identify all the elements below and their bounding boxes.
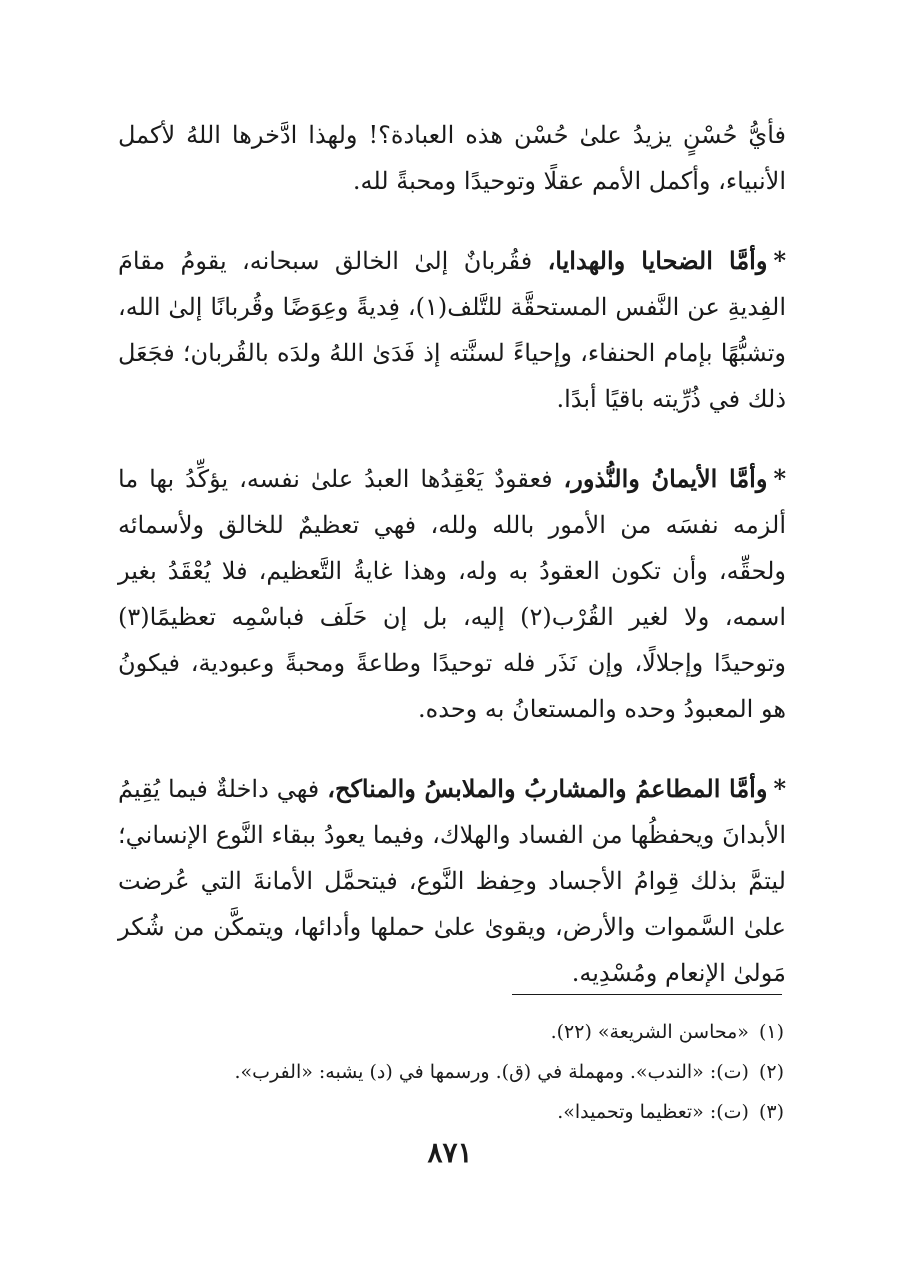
- paragraph-1: [118, 112, 786, 204]
- paragraph-text: فهي داخلةٌ فيما يُقِيمُ الأبدانَ ويحفظُها من الفساد والهلاك، وفيما يعودُ ببقاء النَّوع الإنساني؛ ليتمَّ بذلك قِوامُ الأجساد وحِفظ النَّوع، فيتحمَّل الأمانةَ التي عُرضت علىٰ السَّموات والأرض، ويقوىٰ علىٰ حملها وأدائها، ويتمكَّن من شُكر مَولىٰ الإنعام ومُسْدِيه.: [118, 775, 786, 987]
- paragraph-text: فعقودٌ يَعْقِدُها العبدُ علىٰ نفسه، يؤكِّدُ بها ما ألزمه نفسَه من الأمور بالله ولله، فهي تعظيمٌ للخالق ولأسمائه ولحقِّه، وأن تكون العقودُ به وله، وهذا غايةُ التَّعظيم، فلا يُعْقَدُ بغير اسمه، ولا لغير القُرْب(٢) إليه، بل إن حَلَف فباسْمِه تعظيمًا(٣) وتوحيدًا وإجلالًا، وإن نَذَر فله توحيدًا وطاعةً ومحبةً وعبودية، فيكونُ هو المعبودُ وحده والمستعانُ به وحده.: [118, 465, 787, 723]
- paragraph-text: فأيُّ حُسْنٍ يزيدُ علىٰ حُسْن هذه العبادة؟! ولهذا ادَّخرها اللهُ لأكمل الأنبياء، وأكمل الأمم عقلًا وتوحيدًا ومحبةً لله.: [118, 121, 786, 195]
- asterisk-marker: *: [773, 774, 786, 803]
- footnote-number: (٣): [758, 1101, 784, 1123]
- footnote-number: (٢): [758, 1061, 784, 1083]
- footnote-text: (ت): «الندب». ومهملة في (ق). ورسمها في (د) يشبه: «الفرب».: [234, 1061, 749, 1083]
- paragraph-lead: وأمَّا المطاعمُ والمشاربُ والملابسُ والمناكح،: [327, 774, 768, 803]
- asterisk-marker: *: [773, 246, 786, 275]
- footnote-number: (١): [758, 1021, 784, 1043]
- footnote-2: [118, 1052, 784, 1092]
- footnote-text: (ت): «تعظيما وتحميدا».: [557, 1101, 749, 1123]
- footnote-3: [118, 1092, 784, 1132]
- paragraph-3: [118, 456, 786, 732]
- paragraph-lead: وأمَّا الضحايا والهدايا،: [547, 246, 768, 275]
- footnotes: [118, 1012, 784, 1132]
- asterisk-marker: *: [773, 464, 786, 493]
- footnote-divider: [512, 994, 782, 995]
- paragraph-text: فقُربانٌ إلىٰ الخالق سبحانه، يقومُ مقامَ الفِديةِ عن النَّفس المستحقَّة للتَّلف(١)، فِديةً وعِوَضًا وقُربانًا إلىٰ الله، وتشبُّهًا بإمام الحنفاء، وإحياءً لسنَّته إذ فَدَىٰ اللهُ ولدَه بالقُربان؛ فجَعَل ذلك في ذُرِّيته باقيًا أبدًا.: [118, 247, 786, 413]
- page-number: ٨٧١: [427, 1136, 473, 1169]
- main-text: [118, 112, 786, 1030]
- paragraph-4: [118, 766, 786, 996]
- paragraph-lead: وأمَّا الأيمانُ والنُّذور،: [563, 464, 768, 493]
- footnote-1: [118, 1012, 784, 1052]
- footnote-text: «محاسن الشريعة» (٢٢).: [550, 1021, 749, 1043]
- paragraph-2: [118, 238, 786, 422]
